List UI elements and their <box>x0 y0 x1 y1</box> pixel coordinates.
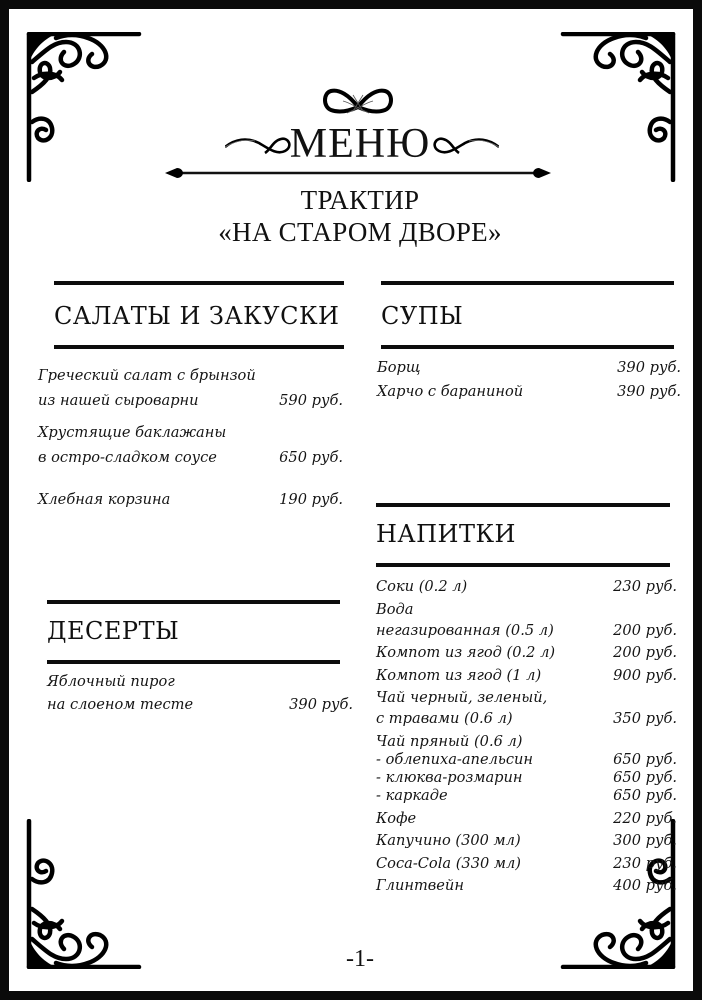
section-desserts <box>47 600 353 713</box>
section-rule <box>381 345 674 349</box>
item-list <box>38 363 343 512</box>
item-name-cont: с травами (0.6 л) <box>376 710 513 728</box>
item-price: 390 руб. <box>617 383 681 400</box>
item-price: 650 руб. <box>613 786 677 804</box>
restaurant-name: «НА СТАРОМ ДВОРЕ» <box>218 217 502 247</box>
section-drinks <box>376 503 677 895</box>
menu-item <box>376 599 677 641</box>
item-price: 650 руб. <box>613 750 677 768</box>
menu-item-variant <box>376 785 677 806</box>
item-price: 390 руб. <box>617 359 681 376</box>
item-name: Чай черный, зеленый, <box>376 689 548 707</box>
menu-item <box>377 380 681 404</box>
menu-item <box>38 363 343 413</box>
section-rule <box>47 600 340 604</box>
menu-item <box>377 356 681 380</box>
item-name: Хрустящие баклажаны <box>38 424 227 441</box>
section-rule <box>376 503 670 507</box>
section-title: СУПЫ <box>381 302 464 330</box>
section-title: САЛАТЫ И ЗАКУСКИ <box>54 302 340 330</box>
item-name-cont: из нашей сыроварни <box>38 392 199 409</box>
restaurant-type: ТРАКТИР <box>300 185 420 215</box>
item-name: Соки (0.2 л) <box>376 578 468 595</box>
item-name: Компот из ягод (1 л) <box>376 666 542 684</box>
item-name: Греческий салат с брынзой <box>38 367 256 384</box>
section-rule <box>376 563 670 567</box>
item-price: 900 руб. <box>613 666 677 684</box>
item-name: Яблочный пирог <box>47 673 175 690</box>
item-price: 650 руб. <box>279 449 343 466</box>
section-salads <box>38 281 344 508</box>
item-name: Хлебная корзина <box>38 491 171 508</box>
item-name: Чай пряный (0.6 л) <box>376 732 523 750</box>
item-price: 230 руб. <box>613 578 677 595</box>
item-price: 190 руб. <box>279 491 343 508</box>
menu-item <box>376 875 677 896</box>
section-title: ДЕСЕРТЫ <box>47 617 180 645</box>
menu-item <box>376 576 677 597</box>
item-name: Вода <box>376 600 414 618</box>
item-name: Харчо с бараниной <box>377 383 524 400</box>
section-rule <box>381 281 674 285</box>
item-name: Капучино (300 мл) <box>376 832 521 850</box>
section-rule <box>54 281 344 285</box>
item-name: Coca-Cola (330 мл) <box>376 854 521 872</box>
item-price: 350 руб. <box>613 710 677 728</box>
item-price: 650 руб. <box>613 768 677 786</box>
item-list <box>377 356 681 404</box>
menu-item <box>376 687 677 729</box>
menu-item <box>376 830 677 851</box>
item-price: 230 руб. <box>613 854 677 872</box>
menu-item <box>376 853 677 874</box>
menu-item <box>38 420 343 470</box>
section-rule <box>54 345 344 349</box>
menu-title: МЕНЮ <box>289 121 431 167</box>
item-price: 590 руб. <box>279 392 343 409</box>
bow-ornament-icon <box>321 87 395 117</box>
item-name: - облепиха-апельсин <box>376 750 534 768</box>
arrow-divider-icon <box>165 165 551 181</box>
menu-item <box>376 665 677 686</box>
page-number: -1- <box>346 946 374 972</box>
item-name: Борщ <box>377 359 421 376</box>
item-list <box>376 576 677 896</box>
menu-item <box>376 642 677 663</box>
item-list <box>47 670 353 716</box>
flourish-right-icon <box>429 127 499 157</box>
item-price: 200 руб. <box>613 644 677 662</box>
menu-item <box>47 670 353 716</box>
item-price: 400 руб. <box>613 877 677 895</box>
item-name: Кофе <box>376 809 417 827</box>
item-price: 300 руб. <box>613 832 677 850</box>
section-title: НАПИТКИ <box>376 520 516 548</box>
item-name-cont: в остро-сладком соусе <box>38 449 217 466</box>
item-price: 220 руб. <box>613 809 677 827</box>
item-price: 200 руб. <box>613 621 677 639</box>
item-name: Глинтвейн <box>376 877 464 895</box>
menu-item <box>38 487 343 512</box>
item-name: - каркаде <box>376 786 448 804</box>
section-rule <box>47 660 340 664</box>
item-name-cont: на слоеном тесте <box>47 696 194 713</box>
item-name-cont: негазированная (0.5 л) <box>376 621 554 639</box>
item-price: 390 руб. <box>289 696 353 713</box>
section-soups <box>377 281 681 400</box>
menu-item <box>376 808 677 829</box>
item-name: Компот из ягод (0.2 л) <box>376 644 556 662</box>
item-name: - клюква-розмарин <box>376 768 523 786</box>
